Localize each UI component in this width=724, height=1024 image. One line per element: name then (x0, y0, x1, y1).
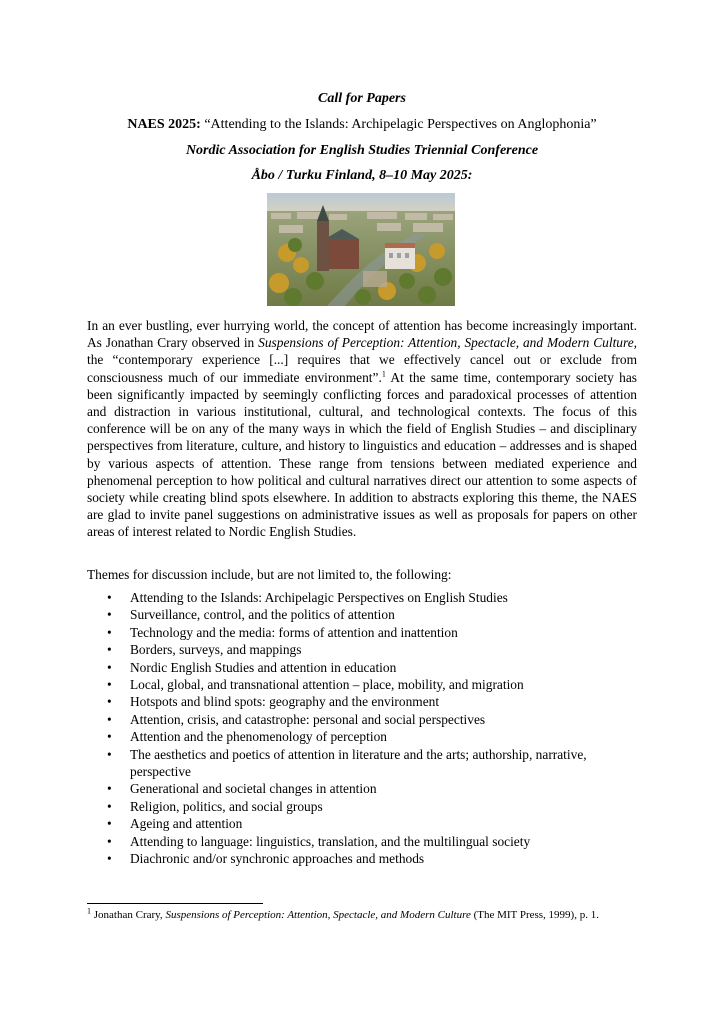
bullet: • (107, 694, 112, 710)
themes-intro: Themes for discussion include, but are not limited to, the following: (87, 567, 452, 582)
theme-text: Attention and the phenomenology of perception (130, 729, 387, 745)
theme-text: Surveillance, control, and the politics of attention (130, 607, 395, 623)
theme-text: Hotspots and blind spots: geography and the environment (130, 694, 440, 710)
bullet: • (107, 642, 112, 658)
conference-code: NAES 2025: (127, 117, 201, 132)
list-item (87, 798, 637, 815)
footnote-book-title: Suspensions of Perception: Attention, Spectacle, and Modern Culture (165, 909, 471, 921)
theme-text: Technology and the media: forms of attention and inattention (130, 624, 458, 640)
theme-text: Local, global, and transnational attention – place, mobility, and migration (130, 677, 524, 693)
list-item (87, 746, 637, 781)
list-item (87, 589, 637, 606)
call-for-papers-heading: Call for Papers (318, 91, 406, 106)
list-item (87, 833, 637, 850)
list-item (87, 693, 637, 710)
intro-text-2: the “contemporary experience [...] requires that we effectively cancel out or exclude from consciousness much of our immediate environment”. (87, 352, 637, 385)
bullet: • (107, 746, 112, 762)
conference-theme: “Attending to the Islands: Archipelagic Perspectives on Anglophonia” (200, 117, 597, 132)
list-item (87, 711, 637, 728)
place-and-date: Åbo / Turku Finland, 8–10 May 2025: (251, 168, 473, 183)
list-item (87, 624, 637, 641)
footnote-reference[interactable]: 1 (381, 369, 386, 379)
theme-text: Nordic English Studies and attention in education (130, 659, 397, 675)
intro-text-1: In an ever bustling, ever hurrying world, the concept of attention has become increasingly important. As Jonathan Crary observed in (87, 318, 637, 351)
themes-list (87, 589, 637, 868)
bullet: • (107, 590, 112, 605)
theme-text: Attending to the Islands: Archipelagic Perspectives on English Studies (130, 590, 508, 605)
bullet: • (107, 851, 112, 867)
bullet: • (107, 659, 112, 675)
footnote-author: Jonathan Crary, (91, 909, 166, 921)
theme-text: The aesthetics and poetics of attention in literature and the arts; authorship, narrative, perspective (130, 746, 587, 780)
intro-text-3: At the same time, contemporary society has been significantly impacted by seemingly conflicting forces and paradoxical processes of attention and distraction in various institutional, cultural, and technological contexts. The focus of this conference will be on any of the many ways in which the field of English Studies – and disciplinary perspectives from literature, culture, and history to linguistics and education – addresses and is shaped by various aspects of attention. These range from tensions between mediated experience and phenomenal perception to how political and cultural narratives direct our attention to some aspects of society while creating blind spots elsewhere. In addition to abstracts exploring this theme, the NAES are glad to invite panel suggestions on administrative issues as well as proposals for papers on other areas of interest related to Nordic English Studies. (87, 369, 637, 540)
theme-text: Attention, crisis, and catastrophe: personal and social perspectives (130, 711, 486, 727)
list-item (87, 780, 637, 797)
bullet: • (107, 798, 112, 814)
bullet: • (107, 677, 112, 693)
theme-text: Attending to language: linguistics, translation, and the multilingual society (130, 833, 531, 849)
book-title: Suspensions of Perception: Attention, Spectacle, and Modern Culture, (258, 335, 637, 351)
association-name: Nordic Association for English Studies Triennial Conference (185, 143, 539, 158)
list-item (87, 676, 637, 693)
theme-text: Borders, surveys, and mappings (130, 642, 302, 658)
bullet: • (107, 816, 112, 832)
bullet: • (107, 624, 112, 640)
footnote-publication: (The MIT Press, 1999), p. 1. (470, 909, 599, 921)
theme-text: Religion, politics, and social groups (130, 798, 323, 814)
aerial-city-photo (267, 193, 455, 306)
theme-text: Diachronic and/or synchronic approaches and methods (130, 851, 425, 867)
conference-title (0, 116, 724, 134)
list-item (87, 815, 637, 832)
footnote-divider (87, 903, 263, 904)
list-item (87, 641, 637, 658)
theme-text: Generational and societal changes in attention (130, 781, 377, 797)
list-item (87, 606, 637, 623)
intro-paragraph (87, 317, 637, 541)
bullet: • (107, 607, 112, 623)
footnote (87, 908, 637, 922)
bullet: • (107, 833, 112, 849)
theme-text: Ageing and attention (130, 816, 243, 832)
bullet: • (107, 711, 112, 727)
bullet: • (107, 729, 112, 745)
list-item (87, 659, 637, 676)
list-item (87, 850, 637, 867)
list-item (87, 728, 637, 745)
bullet: • (107, 781, 112, 797)
footnote-number: 1 (87, 906, 91, 916)
